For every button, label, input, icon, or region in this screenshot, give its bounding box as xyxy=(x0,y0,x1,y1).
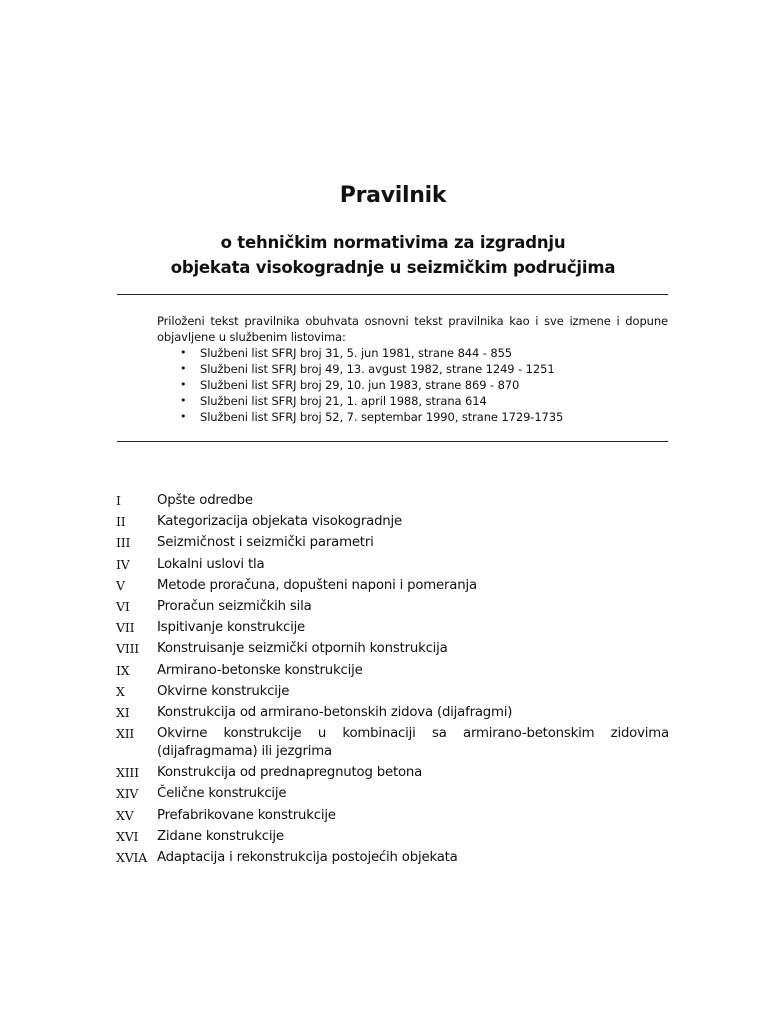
table-of-contents xyxy=(116,492,669,870)
toc-row xyxy=(116,640,669,658)
toc-title: Konstruisanje seizmički otpornih konstrukcija xyxy=(157,641,448,657)
toc-number: XI xyxy=(116,704,130,720)
toc-title: Proračun seizmičkih sila xyxy=(157,598,312,614)
toc-row xyxy=(116,849,669,867)
toc-title: Okvirne konstrukcije xyxy=(157,683,290,699)
toc-number: I xyxy=(116,493,121,508)
toc-row xyxy=(116,704,669,722)
toc-row xyxy=(116,513,669,531)
bullet-icon: • xyxy=(180,346,187,359)
toc-title: Metode proračuna, dopušteni naponi i pomeranja xyxy=(157,577,477,593)
toc-number: VIII xyxy=(116,641,140,657)
toc-row xyxy=(116,534,669,552)
toc-title: Opšte odredbe xyxy=(157,493,253,508)
publication-note xyxy=(157,313,668,425)
document-title: Pravilnik xyxy=(339,183,447,208)
toc-row xyxy=(116,556,669,574)
toc-number: XV xyxy=(116,807,134,823)
toc-title: Kategorizacija objekata visokogradnje xyxy=(157,514,403,530)
toc-number: XVIA xyxy=(116,850,148,865)
reference-text: Službeni list SFRJ broj 21, 1. april 1988, strana 614 xyxy=(200,394,487,408)
toc-number: XIII xyxy=(116,765,139,781)
toc-number: II xyxy=(116,514,126,530)
reference-list xyxy=(157,345,668,425)
subtitle-line-1: o tehničkim normativima za izgradnju xyxy=(220,233,566,252)
bullet-icon: • xyxy=(180,378,187,391)
reference-item xyxy=(180,393,668,409)
toc-row xyxy=(116,619,669,637)
subtitle-line-2: objekata visokogradnje u seizmičkim područjima xyxy=(170,258,616,277)
reference-text: Službeni list SFRJ broj 29, 10. jun 1983, strane 869 - 870 xyxy=(200,378,520,392)
toc-number: XVI xyxy=(116,828,139,844)
toc-title: Armirano-betonske konstrukcije xyxy=(157,662,363,678)
reference-item xyxy=(180,345,668,361)
toc-number: V xyxy=(116,577,125,593)
toc-row xyxy=(116,725,669,761)
toc-row xyxy=(116,598,669,616)
toc-number: XII xyxy=(116,726,135,742)
toc-title: Konstrukcija od armirano-betonskih zidova (dijafragmi) xyxy=(157,704,513,720)
reference-text: Službeni list SFRJ broj 49, 13. avgust 1982, strane 1249 - 1251 xyxy=(200,362,555,376)
toc-row xyxy=(116,683,669,701)
toc-number: VII xyxy=(116,620,135,636)
bullet-icon: • xyxy=(180,362,187,375)
toc-row xyxy=(116,662,669,680)
document-subtitle xyxy=(0,230,768,280)
toc-title: Čelične konstrukcije xyxy=(157,786,287,802)
toc-number: VI xyxy=(116,598,130,614)
toc-title: Konstrukcija od prednapregnutog betona xyxy=(157,765,423,781)
toc-number: X xyxy=(116,683,125,699)
toc-row xyxy=(116,807,669,825)
note-intro: Priloženi tekst pravilnika obuhvata osnovni tekst pravilnika kao i sve izmene i dopune objavljene u službenim listovima: xyxy=(157,314,668,344)
toc-title: Seizmičnost i seizmički parametri xyxy=(157,535,374,551)
toc-title: Prefabrikovane konstrukcije xyxy=(157,807,336,823)
toc-title: Ispitivanje konstrukcije xyxy=(157,620,306,636)
reference-text: Službeni list SFRJ broj 52, 7. septembar 1990, strane 1729-1735 xyxy=(200,410,564,424)
toc-number: XIV xyxy=(116,786,139,802)
toc-title: Zidane konstrukcije xyxy=(157,828,284,844)
toc-number: IV xyxy=(116,556,130,572)
toc-row xyxy=(116,492,669,510)
toc-row xyxy=(116,577,669,595)
toc-row xyxy=(116,764,669,782)
toc-number: III xyxy=(116,535,131,551)
toc-row xyxy=(116,828,669,846)
bottom-divider xyxy=(117,441,668,442)
toc-number: IX xyxy=(116,662,130,678)
toc-title: Adaptacija i rekonstrukcija postojećih objekata xyxy=(157,850,458,865)
toc-title: Okvirne konstrukcije u kombinaciji sa armirano-betonskim zidovima (dijafragmama) ili jezgrima xyxy=(157,726,669,760)
bullet-icon: • xyxy=(180,410,187,423)
bullet-icon: • xyxy=(180,394,187,407)
reference-item xyxy=(180,361,668,377)
toc-title: Lokalni uslovi tla xyxy=(157,556,265,572)
reference-item xyxy=(180,409,668,425)
toc-row xyxy=(116,785,669,803)
reference-text: Službeni list SFRJ broj 31, 5. jun 1981, strane 844 - 855 xyxy=(200,346,513,360)
top-divider xyxy=(117,294,668,295)
reference-item xyxy=(180,377,668,393)
